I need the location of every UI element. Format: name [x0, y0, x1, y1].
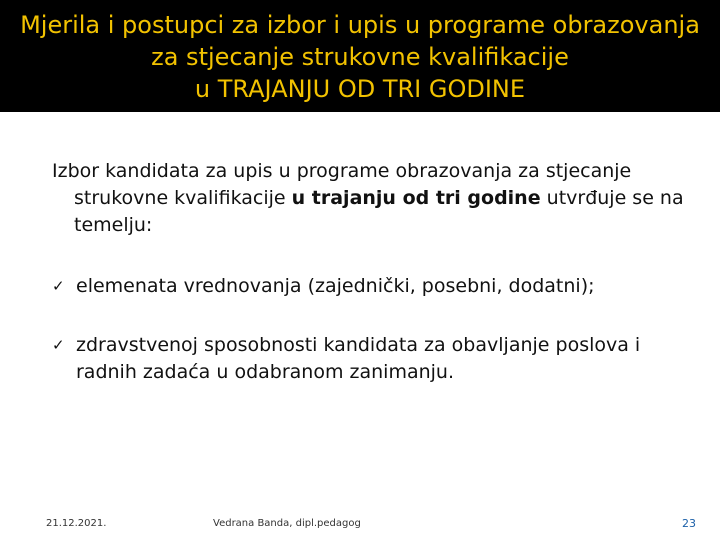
- checkmark-icon: ✓: [52, 277, 65, 295]
- slide-title-line-1: Mjerila i postupci za izbor i upis u programe obrazovanja: [20, 11, 700, 39]
- bullet-text-1: elemenata vrednovanja (zajednički, posebni, dodatni);: [76, 275, 595, 297]
- footer-page-number: 23: [682, 517, 696, 530]
- slide-title-bar: [0, 0, 720, 112]
- slide-content: [52, 158, 692, 386]
- intro-text-start: Izbor kandidata za upis u programe obrazovanja za stjecanje strukovne kvalifikacije: [52, 160, 632, 209]
- checkmark-icon: ✓: [52, 336, 65, 354]
- bullet-item-2: [52, 332, 692, 386]
- bullet-text-2: zdravstvenoj sposobnosti kandidata za obavljanje poslova i radnih zadaća u odabranom zanimanju.: [76, 334, 641, 383]
- bullet-item-1: [52, 273, 692, 300]
- slide-title-line-3: u TRAJANJU OD TRI GODINE: [194, 75, 526, 103]
- footer-author: Vedrana Banda, dipl.pedagog: [213, 518, 361, 529]
- intro-paragraph: [52, 158, 692, 239]
- footer-date: 21.12.2021.: [46, 518, 107, 529]
- intro-text-end: utvrđuje se na temelju:: [74, 187, 684, 236]
- intro-text-bold: u trajanju od tri godine: [291, 187, 541, 209]
- slide-title-line-2: za stjecanje strukovne kvalifikacije: [151, 43, 569, 71]
